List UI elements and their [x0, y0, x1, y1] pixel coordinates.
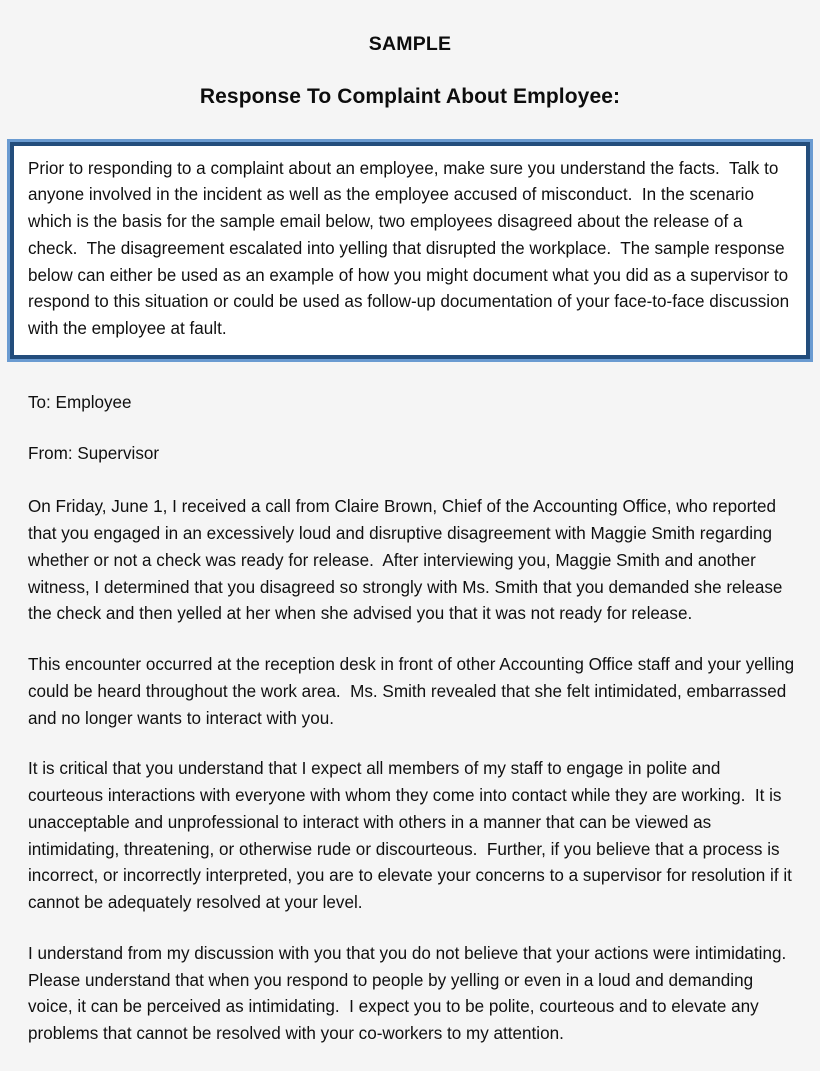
- page-title-sample: SAMPLE: [368, 33, 452, 55]
- callout-box-inner-border: [10, 142, 810, 359]
- document-heading-block: [0, 0, 820, 110]
- letter-paragraph: On Friday, June 1, I received a call from Claire Brown, Chief of the Accounting Office, who reported that you engaged in an excessively loud and disruptive disagreement with Maggie Smith regarding whether or not a check was ready for release. After interviewing you, Maggie Smith and another witness, I determined that you disagreed so strongly with Ms. Smith that you demanded she release the check and then yelled at her when she advised you that it was not ready for release.: [28, 497, 788, 624]
- letter-to-line: To: Employee: [28, 392, 132, 412]
- callout-box: [7, 139, 813, 362]
- letter-paragraph: It is critical that you understand that I expect all members of my staff to engage in polite and courteous interactions with everyone with whom they come into contact while they are working. It is unacceptable and unprofessional to interact with others in a manner that can be viewed as intimidating, threatening, or otherwise rude or discourteous. Further, if you believe that a process is incorrect, or incorrectly interpreted, you are to elevate your concerns to a supervisor for resolution if it cannot be adequately resolved at your level.: [28, 759, 797, 913]
- callout-instructions-text: Prior to responding to a complaint about an employee, make sure you understand the facts. Talk to anyone involved in the incident as well as the employee accused of misconduct. In the scenario which is the basis for the sample email below, two employees disagreed about the release of a check. The disagreement escalated into yelling that disrupted the workplace. The sample response below can either be used as an example of how you might document what you did as a supervisor to respond to this situation or could be used as follow-up documentation of your face-to-face discussion with the employee at fault.: [14, 146, 806, 355]
- letter-body: [0, 390, 820, 1048]
- letter-paragraph: This encounter occurred at the reception desk in front of other Accounting Office staff and your yelling could be heard throughout the work area. Ms. Smith revealed that she felt intimidated, embarrassed and no longer wants to interact with you.: [28, 655, 799, 728]
- page-title-subject: Response To Complaint About Employee:: [199, 85, 621, 109]
- letter-from-line: From: Supervisor: [28, 443, 160, 463]
- letter-paragraph: I understand from my discussion with you that you do not believe that your actions were intimidating. Please understand that when you respond to people by yelling or even in a loud and demanding voice, it can be perceived as intimidating. I expect you to be polite, courteous and to elevate any problems that cannot be resolved with your co-workers to my attention.: [28, 943, 796, 1044]
